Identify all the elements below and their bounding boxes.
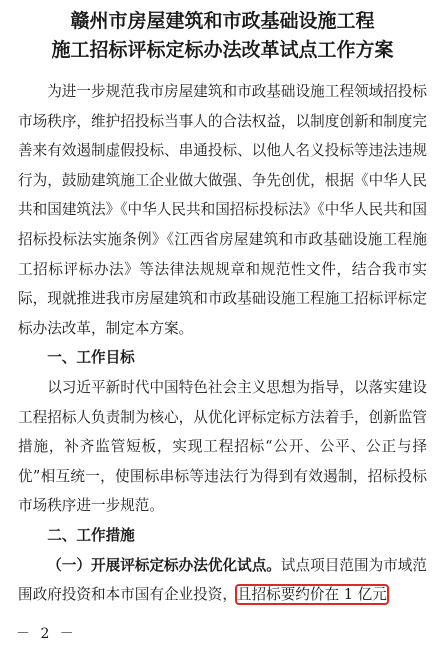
highlighted-text-box: 且招标要约价在 1 亿元	[236, 586, 387, 604]
section-2-heading: 二、工作措施	[47, 526, 135, 544]
section-1-heading: 一、工作目标	[47, 349, 135, 367]
subsection-1-paragraph	[18, 551, 427, 610]
subsection-1-heading: （一）开展评标定标办法优化试点。	[47, 556, 281, 574]
document-title-line-1: 赣州市房屋建筑和市政基础设施工程	[70, 10, 375, 32]
subsection-1-text: 试点项目范围为市域范围政府投资和本市国有企业投资，	[18, 556, 427, 604]
page-number: － 2 －	[16, 626, 77, 642]
document-body	[0, 65, 445, 610]
intro-paragraph: 为进一步规范我市房屋建筑和市政基础设施工程领域招投标市场秩序，维护招投标当事人的合法权益，以制度创新和制度完善来有效遏制虚假投标、串通投标、以他人名义投标等违法违规行为，鼓励建筑施工企业做大做强、争先创优，根据《中华人民共和国建筑法》《中华人民共和国招标投标法》《中华人民共和国招标投标法实施条例》《江西省房屋建筑和市政基础设施工程施工招标评标办法》等法律法规规章和规范性文件，结合我市实际，现就推进我市房屋建筑和市政基础设施工程施工招标评标定标办法改革，制定本方案。	[18, 83, 427, 337]
document-title-line-2: 施工招标评标定标办法改革试点工作方案	[51, 39, 394, 61]
section-1-paragraph: 以习近平新时代中国特色社会主义思想为指导，以落实建设工程招标人负责制为核心，从优化评标定标方法着手，创新监管措施，补齐监管短板，实现工程招标“公开、公平、公正与择优”相互统一，使围标串标等违法行为得到有效遏制，招标投标市场秩序进一步规范。	[18, 378, 427, 515]
